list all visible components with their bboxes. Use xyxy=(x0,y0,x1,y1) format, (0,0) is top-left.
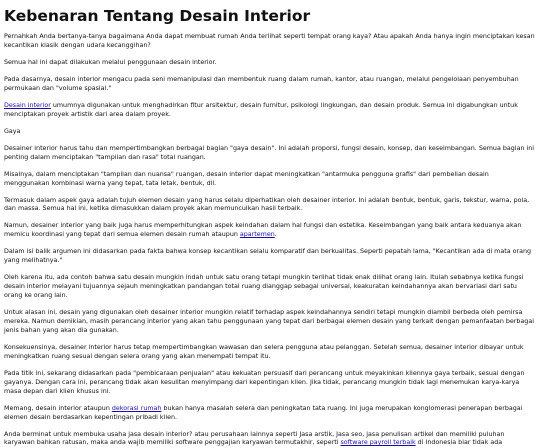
software-payroll-link[interactable]: software payroll terbaik xyxy=(340,439,415,446)
paragraph-intro: Pernahkah Anda bertanya-tanya bagaimana Anda dapat membuat rumah Anda terlihat seperti tempat orang kaya? Atau apakah Anda hanya ingin menciptakan kesan kecantikan klasik dengan udara kecanggihan? xyxy=(4,33,536,51)
paragraph-4 xyxy=(4,102,536,120)
paragraph-7: Misalnya, dalam menciptakan "tampilan dan nuansa" ruangan, desain interior dapat meningkatkan "antarmuka pengguna grafis" dari pembelian desain menggunakan kombinasi warna yang tepat, tata letak, bentuk, dll. xyxy=(4,171,536,189)
dekorasi-rumah-link[interactable]: dekorasi rumah xyxy=(112,405,162,412)
paragraph-11: Oleh karena itu, ada contoh bahwa satu desain mungkin indah untuk satu orang tetapi mungkin terlihat tidak enak dilihat orang lain. Itulah sebabnya ketika fungsi desain interior melayani tujuannya sejauh meningkatkan pandangan total ruang dianggap sebagai universal, keakuratan keindahannya akan bervariasi dari satu orang ke orang lain. xyxy=(4,274,536,301)
page-title: Kebenaran Tentang Desain Interior xyxy=(4,7,536,25)
paragraph-14: Pada titik ini, sekarang didasarkan pada "pembicaraan penjualan" atau kekuatan persuasif dari perancang untuk meyakinkan kliennya gaya terbaik, sesuai dengan gayanya. Dengan cara ini, perancang tidak akan kesulitan menyimpang dari kepentingan klien. Jika tidak, perancang mungkin tidak lagi menemukan karya-karya masa depan dari klien khusus ini. xyxy=(4,370,536,397)
paragraph-8: Termasuk dalam aspek gaya adalah tujuh elemen desain yang harus selalu diperhatikan oleh desainer interior. Ini adalah bentuk, bentuk, garis, tekstur, warna, pola, dan massa. Semua hal ini, ketika dimasukkan dalam proyek akan memunculkan hasil terbaik. xyxy=(4,197,536,215)
paragraph-6: Desainer interior harus tahu dan mempertimbangkan berbagai bagian "gaya desain". Ini adalah proporsi, fungsi desain, konsep, dan keseimbangan. Semua bagian ini penting dalam menciptakan "tampilan dan rasa" total ruangan. xyxy=(4,145,536,163)
apartemen-link[interactable]: apartemen xyxy=(240,231,275,238)
paragraph-9-text: Namun, desainer interior yang baik juga harus memperhitungkan aspek keindahan dalam hal fungsi dan estetika. Keseimbangan yang baik antara keduanya akan memicu koordinasi yang tepat dari semua elemen desain rumah ataupun xyxy=(4,222,521,238)
desain-interior-link[interactable]: Desain interior xyxy=(4,102,51,109)
section-heading-gaya: Gaya xyxy=(4,128,536,137)
paragraph-16-text-b: di Indonesia biar tidak ada xyxy=(416,439,502,446)
paragraph-15-text-a: Memang, desain interior ataupun xyxy=(4,405,112,412)
paragraph-3: Pada dasarnya, desain interior mengacu pada seni memanipulasi dan membentuk ruang dalam rumah, kantor, atau ruangan, melalui pengelolaan penyembuhan permukaan dan "volume spasial." xyxy=(4,76,536,94)
paragraph-9 xyxy=(4,222,536,240)
paragraph-4-text: umumnya digunakan untuk menghadirkan fitur arsitektur, desain furnitur, psikologi lingkungan, dan desain produk. Semua ini digabungkan untuk menciptakan proyek artistik dari area dalam proyek. xyxy=(4,102,518,118)
paragraph-13: Konsekuensinya, desainer interior harus tetap mempertimbangkan wawasan dan selera pengguna atau pelanggan. Setelah semua, desainer interior dibayar untuk meningkatkan ruang sesuai dengan selera orang yang akan menempati tempat itu. xyxy=(4,344,536,362)
paragraph-15-text-b: bukan hanya masalah selera dan peningkatan tata ruang. Ini juga merupakan konglomerasi penerapan berbagai elemen desain berdasarkan kepentingan pribadi klien. xyxy=(4,405,522,421)
paragraph-16-text-a: Anda berminat untuk membuka usaha jasa desain interior? atau perusahaan lainnya seperti Jasa arstik, Jasa seo, jasa penulisan artikel dan memiliki puluhan karyawan bahkan ratusan, maka anda wajib memiliki software penggajian karyawan termutakhir, seperti xyxy=(4,431,504,447)
paragraph-12: Untuk alasan ini, desain yang digunakan oleh desainer interior mungkin relatif terhadap aspek keindahannya sendiri tetapi mungkin diambil berbeda oleh pemirsa mereka. Namun demikian, masih perancang interior yang akan tahu penggunaan yang tepat dari berbagai elemen desain yang terkait dengan pemanfaatan berbagai jenis bahan yang akan dia gunakan. xyxy=(4,309,536,336)
paragraph-2: Semua hal ini dapat dilakukan melalui penggunaan desain interior. xyxy=(4,59,536,68)
paragraph-9-end: . xyxy=(275,231,277,238)
paragraph-15 xyxy=(4,405,536,423)
paragraph-10: Dalam isi balik argumen ini didasarkan pada fakta bahwa konsep kecantikan selalu komparatif dan berkualitas. Seperti pepatah lama, "Kecantikan ada di mata orang yang melihatnya." xyxy=(4,248,536,266)
paragraph-16 xyxy=(4,431,536,448)
